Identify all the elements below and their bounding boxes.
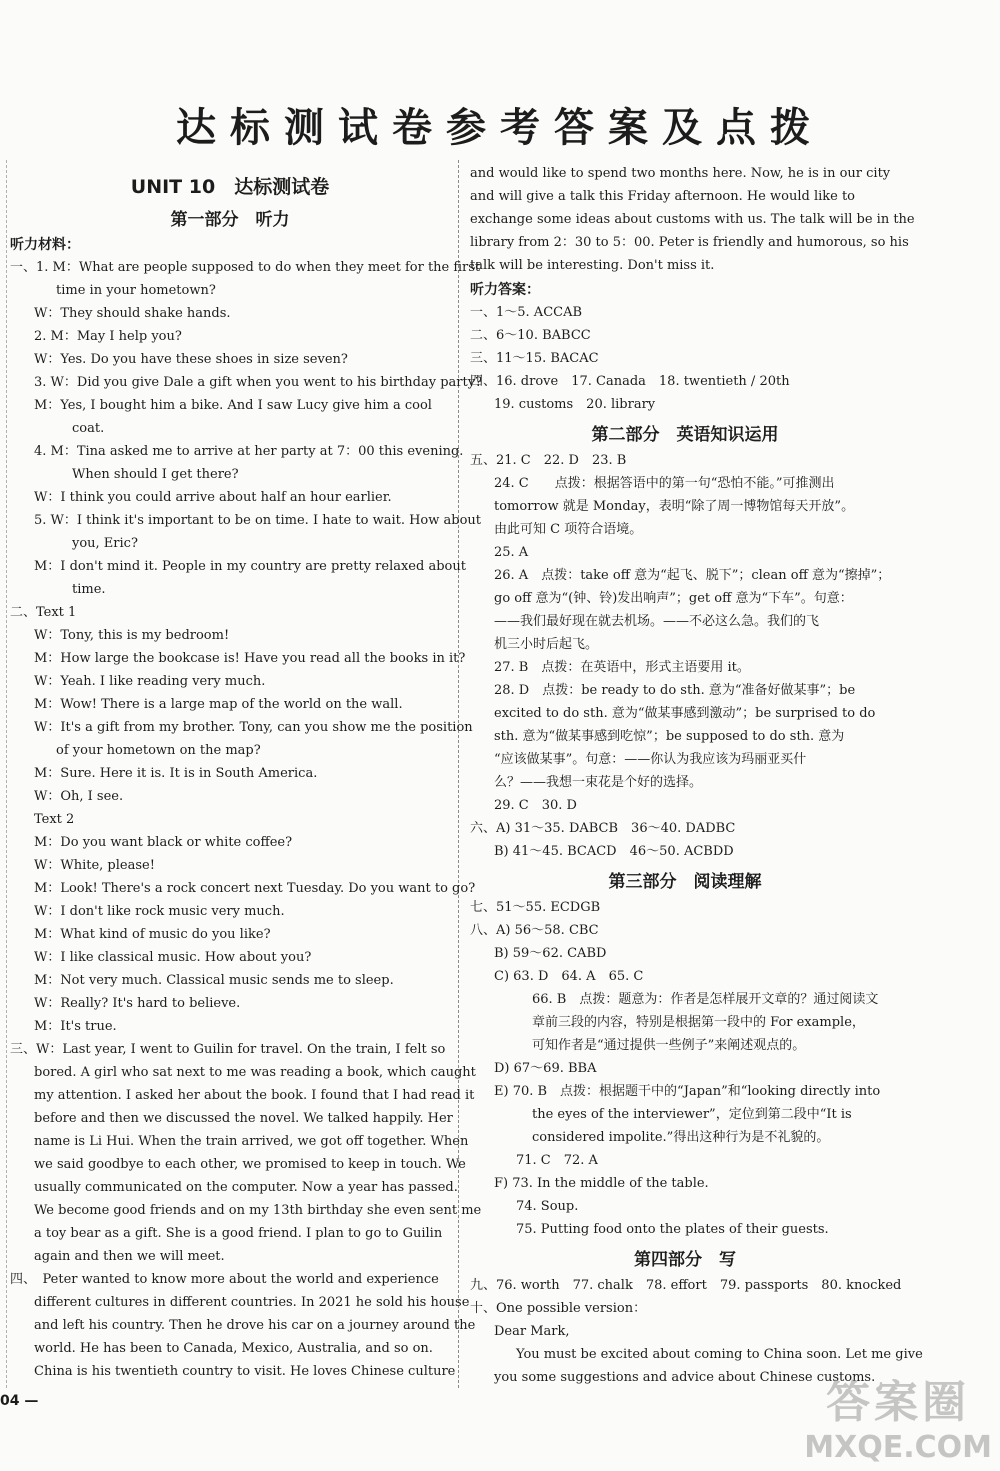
text-line: M：Do you want black or white coffee? (34, 835, 293, 850)
answer-line: 24. C 点拨：根据答语中的第一句“恐怕不能。”可推测出 (494, 476, 835, 491)
text-line: name is Li Hui. When the train arrived, we got off together. When (34, 1134, 469, 1149)
text-line: and will give a talk this Friday afternoon. He would like to (470, 189, 856, 204)
text-line: W：They should shake hands. (34, 306, 231, 321)
text-line: time. (72, 582, 106, 597)
answer-line: You must be excited about coming to China soon. Let me give (516, 1347, 923, 1362)
text-line: 4. M：Tina asked me to arrive at her party at 7：00 this evening. (34, 444, 464, 459)
text-line: M：How large the bookcase is! Have you read all the books in it? (34, 651, 466, 666)
listening-material-label: 听力材料： (10, 237, 80, 253)
answer-line: 一、1～5. ACCAB (470, 305, 583, 320)
part2-answers (470, 449, 900, 863)
unit-title: UNIT 10 达标测试卷 (130, 176, 330, 198)
answer-line: excited to do sth. 意为“做某事感到激动”；be surprised to do (494, 706, 876, 721)
text-line: library from 2：30 to 5：00. Peter is friendly and humorous, so his (470, 235, 909, 250)
text-line: W：White, please! (34, 858, 155, 873)
part3-title: 第三部分 阅读理解 (608, 872, 762, 892)
answer-line: B) 41～45. BCACD 46～50. ACBDD (494, 844, 734, 859)
text-line: again and then we will meet. (34, 1249, 225, 1264)
text-line: W：I think you could arrive about half an hour earlier. (34, 490, 392, 505)
text-line: W：I like classical music. How about you? (34, 950, 312, 965)
answer-line: tomorrow 就是 Monday，表明“除了周一博物馆每天开放”。 (494, 499, 855, 514)
answer-line: 机三小时后起飞。 (494, 637, 599, 652)
text-line: 一、1. M：What are people supposed to do when they meet for the first (10, 260, 481, 275)
answer-line: 么？——我想一束花是个好的选择。 (494, 775, 703, 790)
answer-line: sth. 意为“做某事感到吃惊”；be supposed to do sth. 意为 (494, 729, 845, 744)
left-column (10, 162, 483, 1383)
part4-title: 第四部分 写 (634, 1250, 736, 1270)
answer-line: 五、21. C 22. D 23. B (470, 453, 627, 468)
left-column-rule (6, 160, 7, 1388)
text-line: M：It's true. (34, 1019, 117, 1034)
text-line: W：Really? It's hard to believe. (34, 996, 241, 1011)
answer-line: 章前三段的内容，特别是根据第一段中的 For example， (532, 1015, 865, 1030)
text-line: W：Oh, I see. (34, 789, 124, 804)
answer-line: E) 70. B 点拨：根据题干中的“Japan”和“looking directly into (494, 1084, 881, 1099)
watermark-en: MXQE.COM (804, 1430, 992, 1465)
answer-line: “应该做某事”。句意：——你认为我应该为玛丽亚买什 (494, 752, 807, 767)
text-line: you, Eric? (72, 536, 138, 551)
text-line: before and then we discussed the novel. We talked happily. Her (34, 1111, 453, 1126)
answer-line: 二、6～10. BABCC (470, 328, 591, 343)
answer-line: Dear Mark, (494, 1324, 570, 1339)
listening-answers (470, 301, 900, 416)
watermark-cn: 答案圈 (826, 1377, 971, 1428)
answer-line: 由此可知 C 项符合语境。 (494, 522, 643, 537)
text-line: W：Tony, this is my bedroom! (34, 628, 230, 643)
text-line: M：Wow! There is a large map of the world on the wall. (34, 697, 403, 712)
right-column (470, 162, 923, 1389)
answer-line: you some suggestions and advice about Chinese customs. (494, 1370, 876, 1385)
text-line: we said goodbye to each other, we promised to keep in touch. We (34, 1157, 466, 1172)
text-line: W：I don't like rock music very much. (34, 904, 285, 919)
text-line: 5. W：I think it's important to be on time. I hate to wait. How about (34, 513, 482, 528)
answer-line: F) 73. In the middle of the table. (494, 1176, 709, 1191)
text-line: M：Look! There's a rock concert next Tuesday. Do you want to go? (34, 881, 476, 896)
text-line: of your hometown on the map? (56, 743, 261, 758)
answer-line: 九、76. worth 77. chalk 78. effort 79. passports 80. knocked (470, 1278, 902, 1293)
text-line: different cultures in different countries. In 2021 he sold his house (34, 1295, 470, 1310)
text-line: W：Yeah. I like reading very much. (34, 674, 266, 689)
text-line: M：Sure. Here it is. It is in South America. (34, 766, 318, 781)
text-line: usually communicated on the computer. Now a year has passed. (34, 1180, 458, 1195)
text-line: W：Yes. Do you have these shoes in size seven? (34, 352, 348, 367)
watermark (804, 1366, 992, 1465)
text-line: 2. M：May I help you? (34, 329, 182, 344)
answer-line: 29. C 30. D (494, 798, 577, 813)
part1-title: 第一部分 听力 (170, 210, 290, 230)
part3-answers (470, 896, 900, 1241)
answer-line: 四、16. drove 17. Canada 18. twentieth / 20th (470, 374, 790, 389)
answer-line: 可知作者是“通过提供一些例子”来阐述观点的。 (532, 1038, 806, 1053)
text-line: a toy bear as a gift. She is a good friend. I plan to go to Guilin (34, 1226, 443, 1241)
answer-line: D) 67～69. BBA (494, 1061, 597, 1076)
answer-line: 71. C 72. A (516, 1153, 598, 1168)
answer-line: 25. A (494, 545, 529, 560)
listening-answers-label: 听力答案： (470, 282, 540, 298)
answer-line: C) 63. D 64. A 65. C (494, 969, 644, 984)
answer-line: the eyes of the interviewer”，定位到第二段中“It is (532, 1107, 852, 1122)
page-title: 达标测试卷参考答案及点拨 (176, 105, 824, 151)
text-line: my attention. I asked her about the book. I found that I had read it (34, 1088, 475, 1103)
text-line: world. He has been to Canada, Mexico, Australia, and so on. (34, 1341, 433, 1356)
text-line: 3. W：Did you give Dale a gift when you went to his birthday party? (34, 375, 483, 390)
text-line: W：It's a gift from my brother. Tony, can you show me the position (34, 720, 473, 735)
text-line: 三、W：Last year, I went to Guilin for travel. On the train, I felt so (10, 1042, 446, 1057)
answer-line: 八、A) 56～58. CBC (470, 923, 599, 938)
text-line: China is his twentieth country to visit. He loves Chinese culture (34, 1364, 456, 1379)
text-line: M：Not very much. Classical music sends me to sleep. (34, 973, 394, 988)
text-line: coat. (72, 421, 105, 436)
listening-material-continued (470, 162, 915, 277)
text-line: M：Yes, I bought him a bike. And I saw Lucy give him a cool (34, 398, 432, 413)
answer-line: 27. B 点拨：在英语中，形式主语要用 it。 (494, 660, 750, 675)
text-line: We become good friends and on my 13th birthday she even sent me (34, 1203, 482, 1218)
answer-line: considered impolite.”得出这种行为是不礼貌的。 (532, 1130, 830, 1145)
answer-line: 七、51～55. ECDGB (470, 900, 601, 915)
answer-line: go off 意为“(钟、铃)发出响声”；get off 意为“下车”。句意： (494, 591, 853, 606)
text-line: When should I get there? (72, 467, 239, 482)
text-line: 四、 Peter wanted to know more about the world and experience (10, 1272, 439, 1287)
text-line: and would like to spend two months here. Now, he is in our city (470, 166, 891, 181)
listening-material (10, 256, 483, 1383)
part2-title: 第二部分 英语知识运用 (591, 425, 779, 445)
text-line: exchange some ideas about customs with us. The talk will be in the (470, 212, 915, 227)
answer-line: 66. B 点拨：题意为：作者是怎样展开文章的？通过阅读文 (532, 992, 879, 1007)
text-line: M：I don't mind it. People in my country are pretty relaxed about (34, 559, 466, 574)
answer-line: 19. customs 20. library (494, 397, 656, 412)
text-line: bored. A girl who sat next to me was reading a book, which caught (34, 1065, 476, 1080)
answer-line: B) 59～62. CABD (494, 946, 607, 961)
answer-line: 十、One possible version： (470, 1301, 647, 1316)
answer-line: 28. D 点拨：be ready to do sth. 意为“准备好做某事”；be (494, 683, 856, 698)
answer-line: 75. Putting food onto the plates of their guests. (516, 1222, 829, 1237)
answer-line: 六、A) 31～35. DABCB 36～40. DADBC (470, 821, 736, 836)
answer-line: 三、11～15. BACAC (470, 351, 599, 366)
text-line: Text 2 (34, 812, 75, 827)
text-line: talk will be interesting. Don't miss it. (470, 258, 715, 273)
text-line: time in your hometown? (56, 283, 216, 298)
text-line: 二、Text 1 (10, 605, 77, 620)
text-line: M：What kind of music do you like? (34, 927, 271, 942)
answer-line: 74. Soup. (516, 1199, 579, 1214)
answer-line: 26. A 点拨：take off 意为“起飞、脱下”；clean off 意为“擦掉”； (494, 568, 891, 583)
page-number: 04 — (0, 1393, 39, 1409)
answer-line: ——我们最好现在就去机场。——不必这么急。我们的飞 (494, 614, 820, 629)
text-line: and left his country. Then he drove his car on a journey around the (34, 1318, 476, 1333)
